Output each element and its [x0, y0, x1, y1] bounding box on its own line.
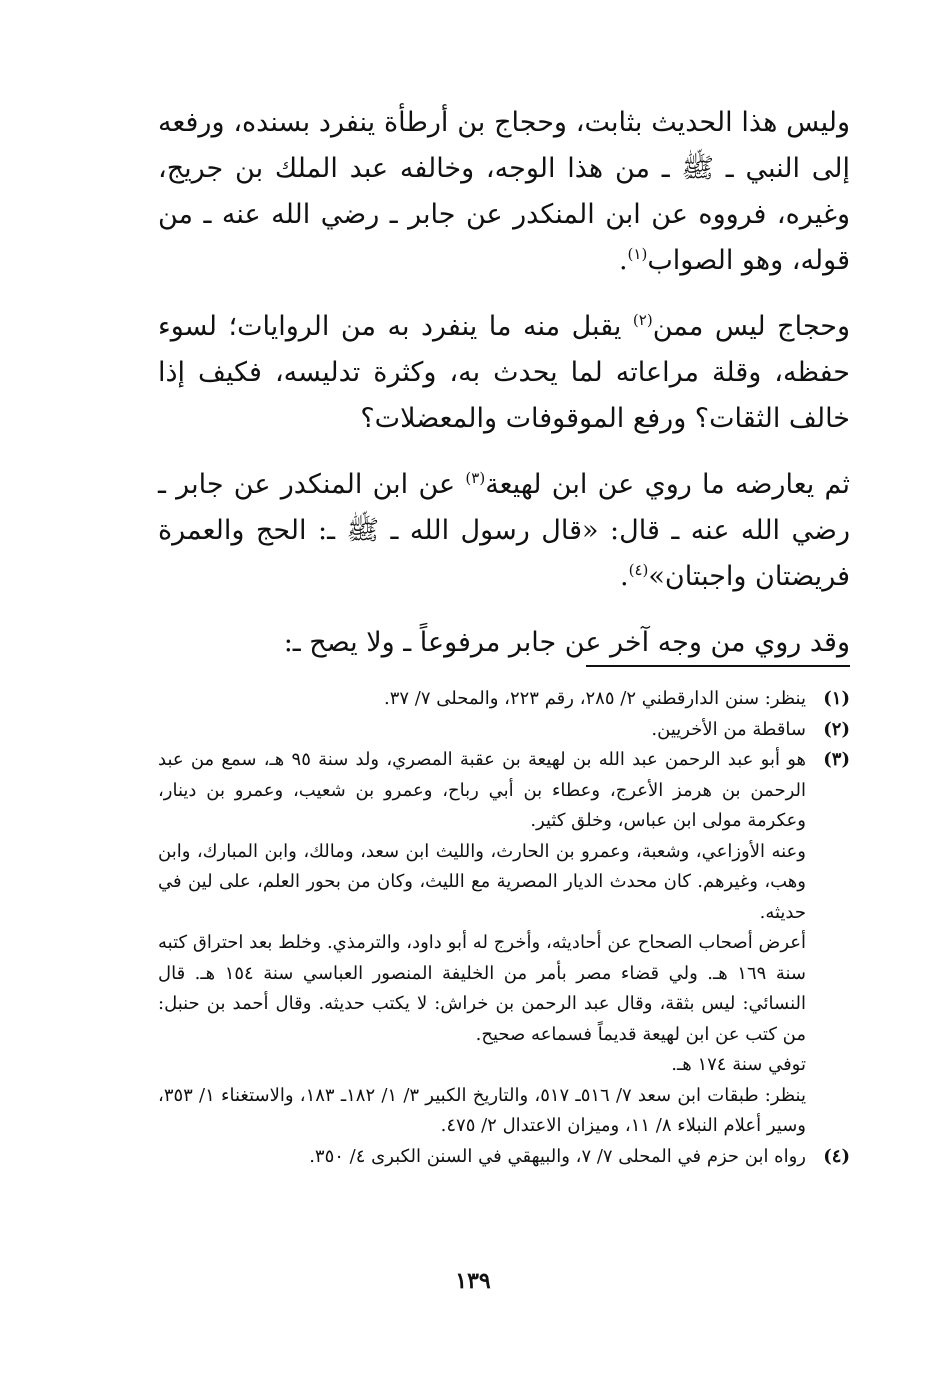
footnote-line: أعرض أصحاب الصحاح عن أحاديثه، وأخرج له أبو داود، والترمذي. وخلط بعد احتراق كتبه سنة ١٦٩ هـ. ولي قضاء مصر بأمر من الخليفة المنصور العباسي سنة ١٥٤ هـ. قال النسائي: ليس بثقة، وقال عبد الرحمن بن خراش: لا يكتب حديثه. وقال أحمد بن حنبل: من كتب عن ابن لهيعة قديماً فسماعه صحيح.: [158, 932, 806, 1045]
footnote-number: (١): [823, 688, 850, 709]
footnote-line: ينظر: سنن الدارقطني ٢/ ٢٨٥، رقم ٢٢٣، والمحلى ٧/ ٣٧.: [383, 688, 806, 709]
footnote-4: [158, 1142, 850, 1173]
paragraph-2-text: يقبل منه ما ينفرد به من الروايات؛ لسوء حفظه، وقلة مراعاته لما يحدث به، وكثرة تدليسه، فكيف إذا خالف الثقات؟ ورفع الموقوفات والمعضلات؟: [158, 311, 850, 434]
paragraph-2-start: وحجاج ليس ممن: [652, 311, 850, 342]
main-text: [158, 100, 850, 686]
footnote-line: رواه ابن حزم في المحلى ٧/ ٧، والبيهقي في السنن الكبرى ٤/ ٣٥٠.: [309, 1145, 806, 1167]
paragraph-1: [158, 100, 850, 284]
footnotes: [158, 684, 850, 1172]
footnote-2: [158, 715, 850, 746]
footnote-number: (٢): [823, 718, 850, 740]
footnote-number: (٤): [823, 1145, 850, 1167]
paragraph-3-end: .: [620, 561, 629, 592]
footnote-ref-3[interactable]: (٣): [465, 469, 486, 487]
footnote-line: هو أبو عبد الرحمن عبد الله بن لهيعة بن عقبة المصري، ولد سنة ٩٥ هـ، سمع من عبد الرحمن بن هرمز الأعرج، وعطاء بن أبي رباح، وعمرو بن شعيب، وعمرو بن دينار، وعكرمة مولى ابن عباس، وخلق كثير.: [158, 749, 806, 831]
paragraph-1-text: وليس هذا الحديث بثابت، وحجاج بن أرطأة ينفرد بسنده، ورفعه إلى النبي ـ ﷺ ـ من هذا الوجه، وخالفه عبد الملك بن جريج، وغيره، فرووه عن ابن المنكدر عن جابر ـ رضي الله عنه ـ من قوله، وهو الصواب: [158, 107, 850, 276]
paragraph-3-text: عن ابن المنكدر عن جابر ـ رضي الله عنه ـ قال: «قال رسول الله ـ ﷺ ـ: الحج والعمرة فريضتان واجبتان»: [158, 469, 850, 592]
footnote-ref-4[interactable]: (٤): [628, 561, 649, 579]
paragraph-2: [158, 304, 850, 442]
footnote-line: ينظر: طبقات ابن سعد ٧/ ٥١٦ـ ٥١٧، والتاريخ الكبير ٣/ ١/ ١٨٢ـ ١٨٣، والاستغناء ١/ ٣٥٣، وسير أعلام النبلاء ٨/ ١١، وميزان الاعتدال ٢/ ٤٧٥.: [158, 1084, 806, 1136]
footnote-line: وعنه الأوزاعي، وشعبة، وعمرو بن الحارث، والليث ابن سعد، ومالك، وابن المبارك، وابن وهب، وغيرهم. كان محدث الديار المصرية مع الليث، وكان من بحور العلم، على لين في حديثه.: [158, 840, 806, 923]
footnote-body: [158, 745, 806, 1142]
footnote-body: [158, 1142, 806, 1173]
footnote-ref-2[interactable]: (٢): [632, 311, 653, 329]
footnote-body: [158, 684, 806, 715]
paragraph-3: [158, 462, 850, 600]
footnote-line: توفي سنة ١٧٤ هـ.: [671, 1054, 806, 1075]
footnote-line: ساقطة من الأخريين.: [651, 718, 806, 740]
page-number: ١٣٩: [455, 1268, 491, 1294]
footnote-3: [158, 745, 850, 1142]
paragraph-1-end: .: [618, 245, 628, 276]
paragraph-3-start: ثم يعارضه ما روي عن ابن لهيعة: [485, 469, 850, 500]
footnote-ref-1[interactable]: (١): [627, 245, 648, 263]
footnote-body: [158, 715, 806, 746]
footnote-number: (٣): [823, 749, 850, 770]
footnote-1: [158, 684, 850, 715]
paragraph-4: وقد روي من وجه آخر عن جابر مرفوعاً ـ ولا يصح ـ:: [283, 627, 850, 658]
footnote-divider: [586, 665, 850, 667]
